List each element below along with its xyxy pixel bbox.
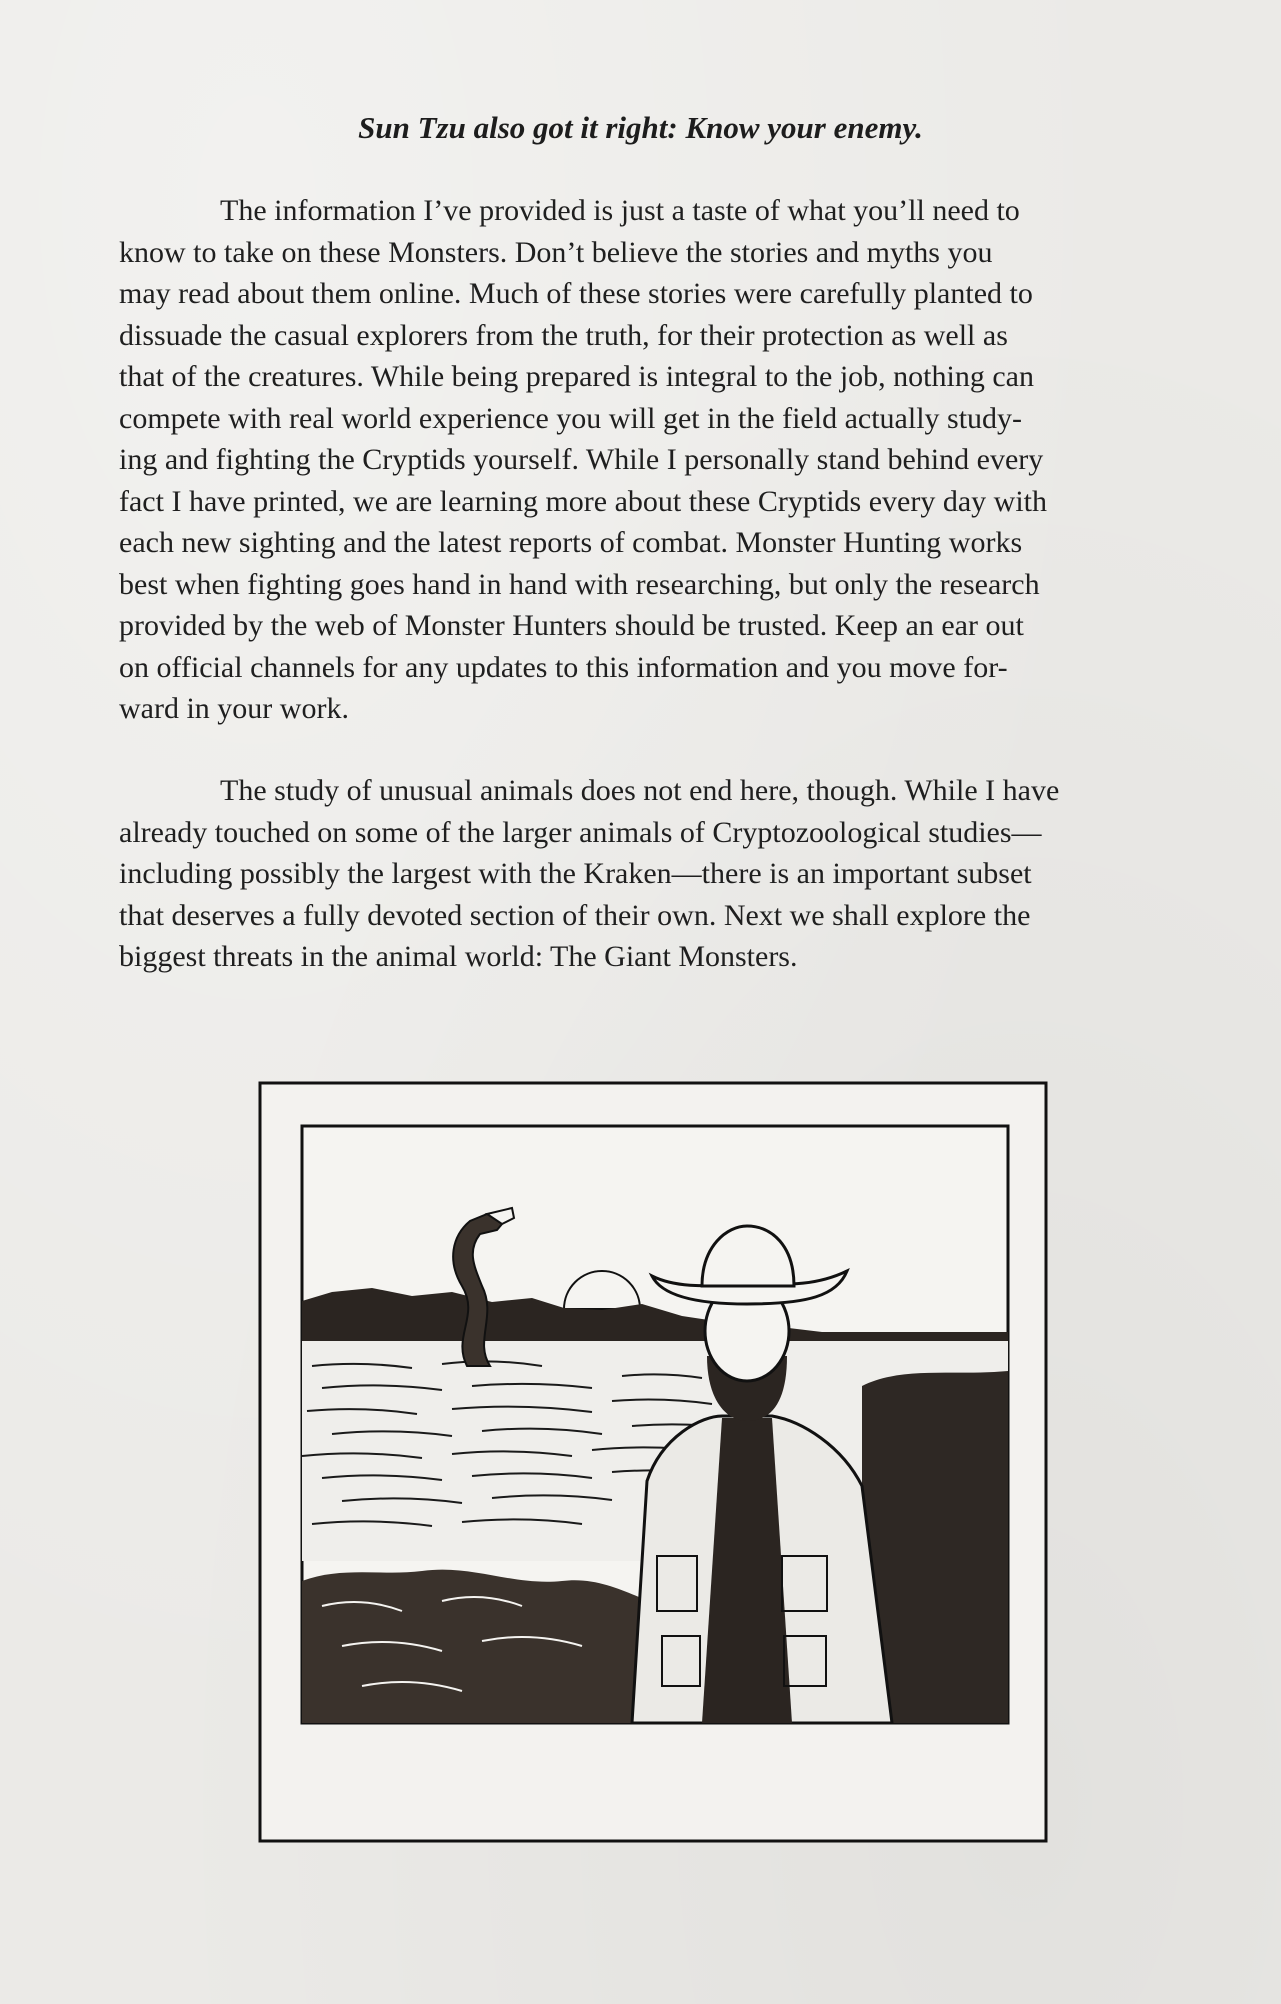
text-line: on official channels for any updates to this information and you move for- [119, 650, 1008, 684]
text-line: ing and fighting the Cryptids yourself. While I personally stand behind every [119, 443, 1044, 476]
text-line: The information I’ve provided is just a taste of what you’ll need to [220, 194, 1020, 227]
text-line: that deserves a fully devoted section of their own. Next we shall explore the [119, 898, 1031, 932]
text-line: know to take on these Monsters. Don’t believe the stories and myths you [119, 235, 993, 269]
text-line: that of the creatures. While being prepared is integral to the job, nothing can [119, 360, 1034, 393]
text-line: each new sighting and the latest reports of combat. Monster Hunting works [119, 526, 1023, 559]
text-line: biggest threats in the animal world: The Giant Monsters. [119, 940, 798, 973]
text-line: compete with real world experience you will get in the field actually study- [119, 401, 1023, 435]
paragraph-unusual-animals [119, 770, 1181, 978]
text-line: already touched on some of the larger animals of Cryptozoological studies— [119, 815, 1042, 849]
page-heading: Sun Tzu also got it right: Know your enemy. [358, 110, 923, 145]
text-line: The study of unusual animals does not end here, though. While I have [220, 774, 1060, 807]
illustration-monster-hunter [258, 1081, 1048, 1843]
paragraph-information [119, 190, 1181, 730]
text-line: dissuade the casual explorers from the truth, for their protection as well as [119, 318, 1008, 352]
text-line: fact I have printed, we are learning more about these Cryptids every day with [119, 484, 1047, 518]
text-line: including possibly the largest with the Kraken—there is an important subset [119, 857, 1032, 890]
text-line: ward in your work. [119, 692, 349, 725]
text-line: best when fighting goes hand in hand with researching, but only the research [119, 567, 1040, 601]
foreground-rocks [302, 1570, 682, 1723]
text-line: may read about them online. Much of these stories were carefully planted to [119, 277, 1033, 310]
text-line: provided by the web of Monster Hunters should be trusted. Keep an ear out [119, 609, 1024, 642]
